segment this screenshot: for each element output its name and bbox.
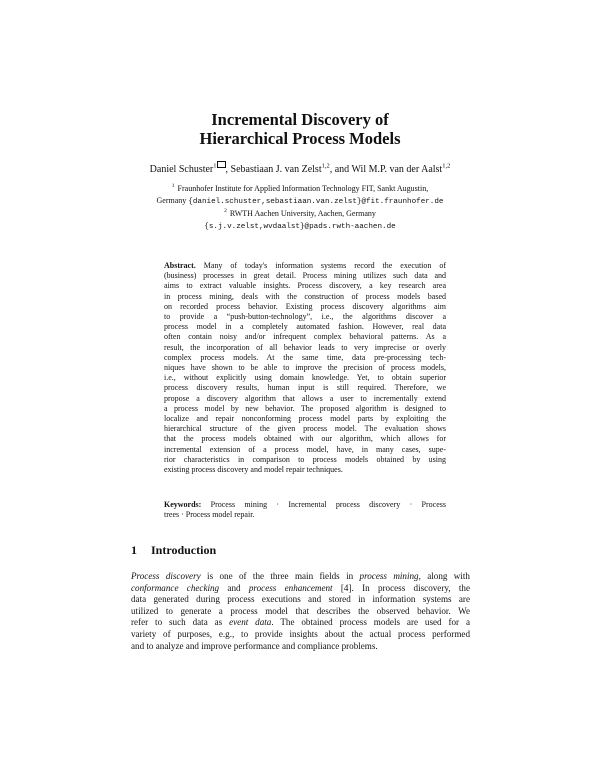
email-address: {daniel.schuster,sebastiaan.van.zelst}@fit.fraunhofer.de: [188, 198, 444, 206]
author-list: Daniel Schuster$^1$ , Sebastiaan J. van Zelst$^{1,2}$, and Wil M.P. van der Aalst$^{1,2}$: [149, 162, 451, 175]
keywords-label: Keywords:: [164, 500, 202, 509]
author-name: Daniel Schuster: [149, 164, 214, 175]
keywords: Keywords: Process mining · Incremental process discovery · Process trees · Process model repair.: [164, 500, 446, 520]
introduction-paragraph: Process discovery is one of the three main fields in process mining, along with conformance checking and process enhancement [4]. In process discovery, the data generated during process executions and stored in information systems are utilized to generate a process model that describes the observed behavior. We refer to such data as event data. The obtained process models are used for a variety of purposes, e.g., to provide insights about the actual process performed and to analyze and improve performance and compliance problems.: [131, 571, 470, 651]
author-affiliation-mark: 1,2: [321, 162, 330, 170]
author-name: Wil M.P. van der Aalst: [351, 164, 443, 175]
affiliation-2: $^2$ RWTH Aachen University, Aachen, Germany: [224, 208, 376, 218]
email-address: {s.j.v.zelst,wvdaalst}@pads.rwth-aachen.de: [204, 223, 396, 231]
section-heading-introduction: [131, 543, 216, 558]
paper-title: [0, 110, 600, 148]
section-number: 1: [131, 543, 137, 557]
title-line-2: Hierarchical Process Models: [199, 129, 401, 148]
affiliation-1: $^1$ Fraunhofer Institute for Applied Information Technology FIT, Sankt Augustin,: [171, 183, 429, 193]
affiliation-1-email: Germany {daniel.schuster,sebastiaan.van.zelst}@fit.fraunhofer.de: [156, 196, 444, 206]
abstract-label: Abstract.: [164, 261, 196, 270]
affiliation-2-email: [0, 220, 600, 233]
author-affiliation-mark: 1: [213, 162, 217, 170]
title-line-1: Incremental Discovery of: [211, 110, 389, 129]
section-title: Introduction: [151, 543, 217, 557]
author-name: Sebastiaan J. van Zelst: [230, 164, 322, 175]
mail-icon: [217, 161, 226, 168]
abstract: Abstract. Many of today's information systems record the execution of (business) processes in great detail. Process mining utilizes such data and aims to extract valuable insights. Process discovery, a key research area in process mining, deals with the construction of process models based on recorded process behavior. Existing process discovery algorithms aim to provide a “push-button-technology”, i.e., the algorithms discover a process model in a completely automated fashion. However, real data often contain noisy and/or infrequent complex behavioral patterns. As a result, the incorporation of all behavior leads to very imprecise or overly complex process models. At the same time, data pre-processing tech- niques have shown to be able to improve the precision of process models, i.e., without explicitly using domain knowledge. Yet, to obtain superior process discovery results, human input is still required. Therefore, we propose a discovery algorithm that allows a user to incrementally extend a process model by new behavior. The proposed algorithm is designed to localize and repair nonconforming process model parts by exploiting the hierarchical structure of the given process model. The evaluation shows that the process models obtained with our algorithm, which allows for incremental extension of a process model, have, in many cases, supe- rior characteristics in comparison to process models obtained by using existing process discovery and model repair techniques.: [164, 261, 446, 475]
author-affiliation-mark: 1,2: [442, 162, 451, 170]
affiliations: [0, 183, 600, 233]
